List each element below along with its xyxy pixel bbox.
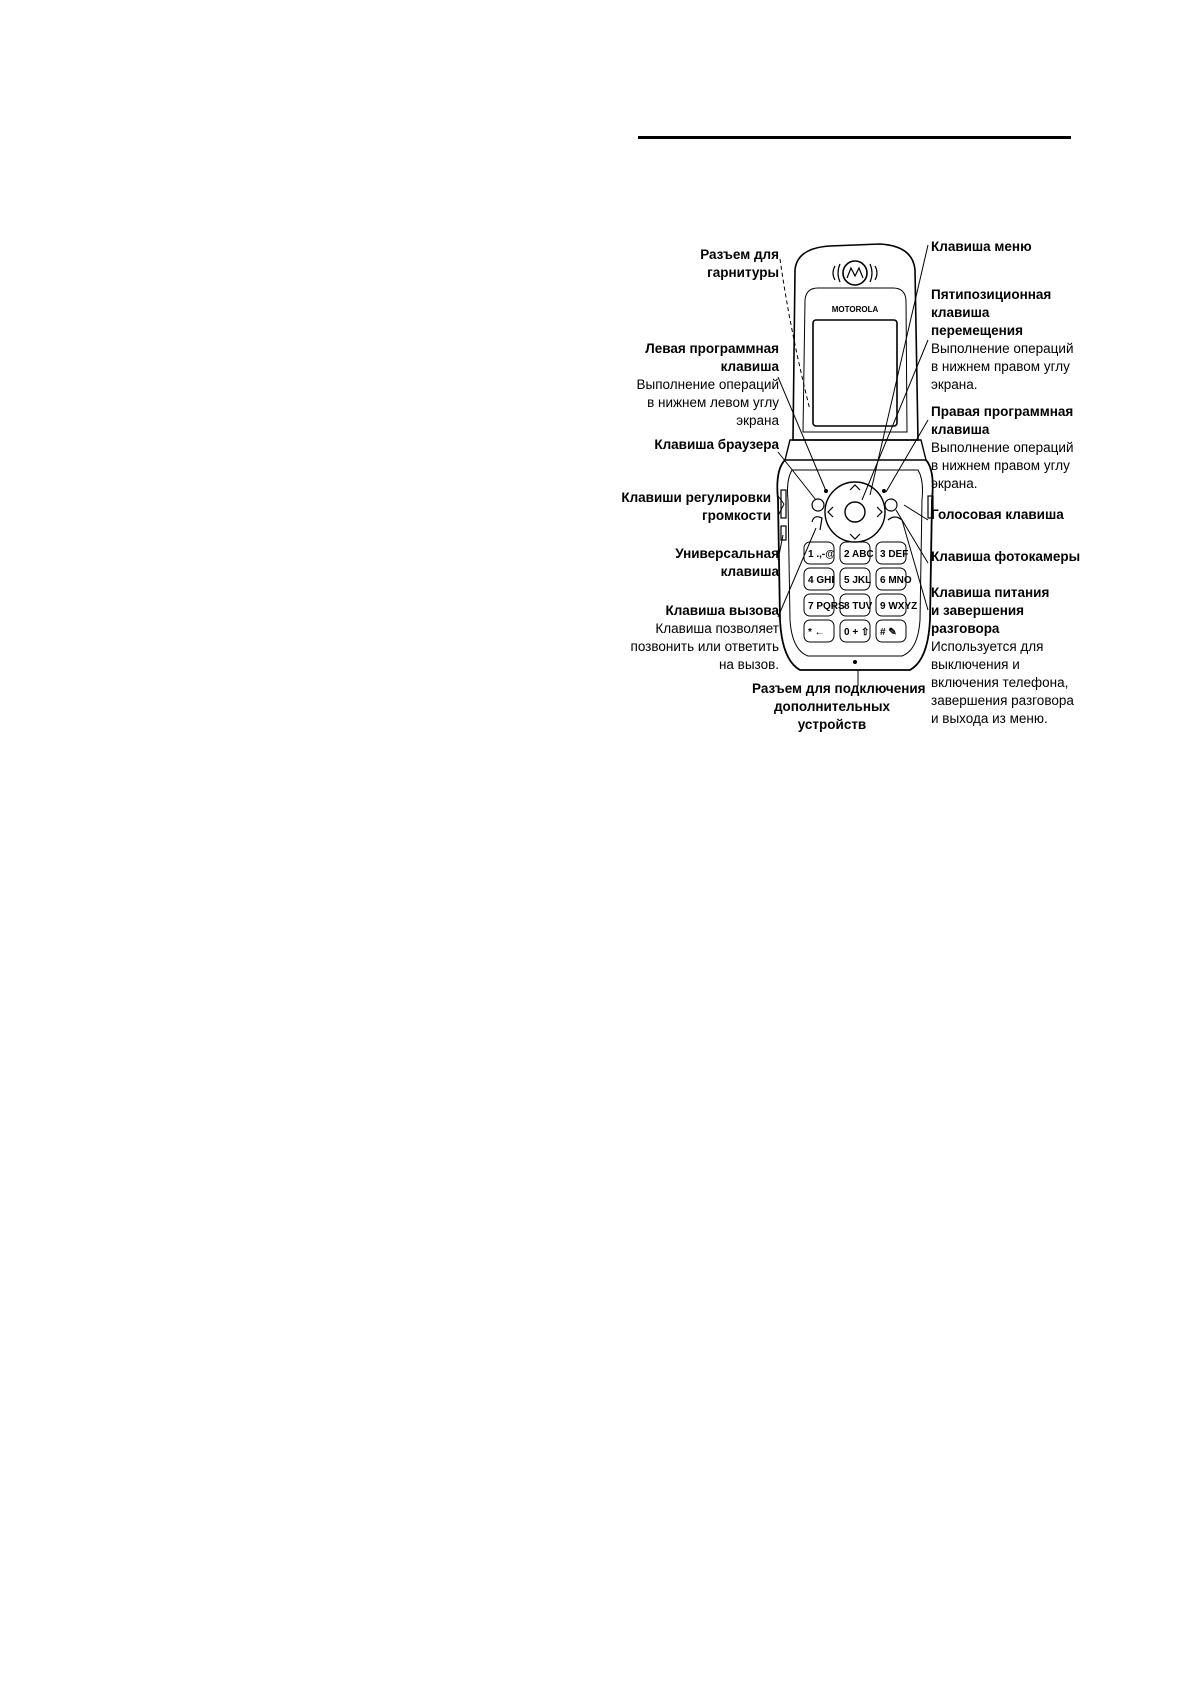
key-8: 8 TUV [844, 601, 873, 612]
label-voice-key [931, 506, 1064, 524]
headset-title-1: Разъем для [700, 247, 779, 262]
power-desc-1: Используется для [931, 639, 1044, 654]
key-6: 6 MNO [880, 575, 912, 586]
power-desc-3: включения телефона, [931, 675, 1069, 690]
label-accessory-connector [752, 680, 926, 734]
power-desc-4: завершения разговора [931, 693, 1074, 708]
nav-title-2: клавиша [931, 305, 990, 320]
nav-ring [825, 482, 885, 542]
end-key-icon [888, 517, 902, 520]
key-5: 5 JKL [844, 575, 872, 586]
nav-desc-1: Выполнение операций [931, 341, 1074, 356]
key-2: 2 ABC [844, 549, 874, 560]
left-soft-title-1: Левая программная [645, 341, 779, 356]
send-desc-3: на вызов. [718, 657, 779, 672]
key-3: 3 DEF [880, 549, 909, 560]
right-soft-desc-1: Выполнение операций [931, 440, 1074, 455]
label-headset-jack [700, 246, 779, 282]
camera-key-icon [885, 499, 897, 511]
smart-title-2: клавиша [720, 564, 779, 579]
right-soft-desc-3: экрана. [931, 476, 978, 491]
label-volume-keys [621, 489, 771, 525]
motorola-logo-icon [843, 261, 867, 285]
right-soft-title-1: Правая программная [931, 404, 1074, 419]
browser-title: Клавиша браузера [654, 437, 779, 452]
power-title-1: Клавиша питания [931, 585, 1050, 600]
left-soft-desc-3: экрана [736, 413, 779, 428]
label-smart-key [675, 545, 779, 581]
send-desc-2: позвонить или ответить [630, 639, 779, 654]
browser-key-icon [812, 499, 824, 511]
send-title: Клавиша вызова [665, 603, 779, 618]
volume-title-1: Клавиши регулировки [621, 490, 771, 505]
left-soft-title-2: клавиша [720, 359, 779, 374]
send-desc-1: Клавиша позволяет [655, 621, 779, 636]
right-soft-title-2: клавиша [931, 422, 990, 437]
nav-title-1: Пятипозиционная [931, 287, 1052, 302]
right-soft-desc-2: в нижнем правом углу [931, 458, 1070, 473]
voice-title: Голосовая клавиша [931, 507, 1064, 522]
phone-brand: MOTOROLA [831, 305, 879, 314]
nav-desc-2: в нижнем правом углу [931, 359, 1070, 374]
power-title-2: и завершения [931, 603, 1025, 618]
label-power-end-key [931, 584, 1074, 728]
label-nav-key [931, 286, 1073, 394]
power-title-3: разговора [931, 621, 1000, 636]
key-4: 4 GHI [808, 575, 835, 586]
phone-screen [813, 320, 897, 426]
label-right-soft-key [931, 403, 1073, 493]
key-1: 1 .,-@ [808, 549, 835, 560]
camera-title: Клавиша фотокамеры [931, 549, 1081, 564]
key-9: 9 WXYZ [880, 601, 918, 612]
key-star: * ← [808, 627, 825, 638]
menu-title: Клавиша меню [931, 239, 1032, 254]
label-menu-key [931, 238, 1032, 256]
nav-center-key [845, 502, 865, 522]
left-soft-desc-2: в нижнем левом углу [647, 395, 779, 410]
smart-title-1: Универсальная [675, 546, 779, 561]
key-hash: # ✎ [880, 627, 897, 638]
label-left-soft-key [637, 340, 779, 430]
key-0: 0 + ⇧ [844, 627, 870, 638]
send-key-icon [812, 517, 822, 530]
nav-desc-3: экрана. [931, 377, 978, 392]
key-7: 7 PQRS [808, 601, 845, 612]
power-desc-2: выключения и [931, 657, 1020, 672]
headset-title-2: гарнитуры [707, 265, 779, 280]
nav-title-3: перемещения [931, 323, 1023, 338]
accessory-title-1: Разъем для подключения [752, 681, 926, 696]
left-soft-desc-1: Выполнение операций [636, 377, 779, 392]
power-desc-5: и выхода из меню. [931, 711, 1048, 726]
label-browser-key [654, 436, 779, 454]
volume-title-2: громкости [702, 508, 771, 523]
accessory-title-3: устройств [797, 717, 867, 732]
label-camera-key [931, 548, 1080, 566]
accessory-title-2: дополнительных [773, 699, 891, 714]
smart-key [781, 526, 786, 540]
label-send-key [631, 602, 779, 674]
